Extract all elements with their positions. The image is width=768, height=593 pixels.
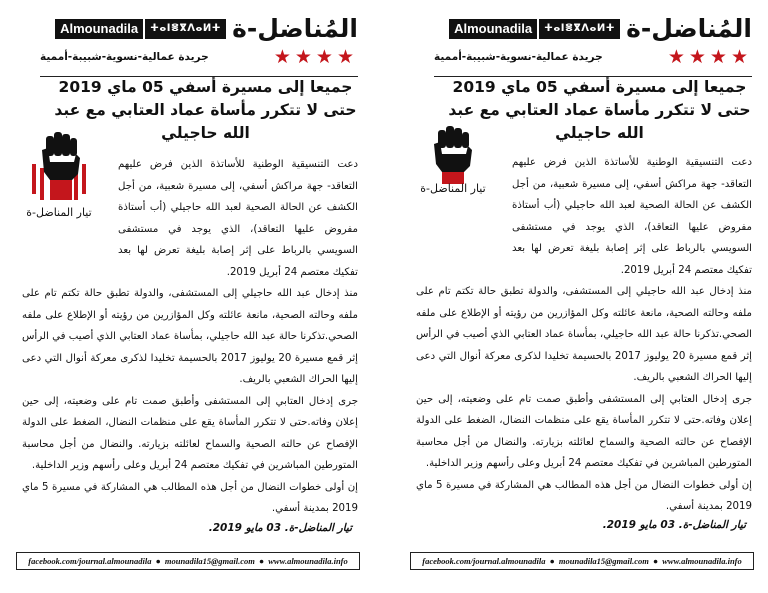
brand-tifinagh-title: ⵜⴰⵏⴻⴳⴷⴰⵍⵜ bbox=[145, 19, 226, 39]
stars-icon: ★★★★ bbox=[273, 46, 358, 68]
facebook-link[interactable]: facebook.com/journal.almounadila bbox=[28, 556, 152, 566]
paragraph: دعت التنسيقية الوطنية للأساتذة الذين فرض عليهم التعاقد- جهة مراكش أسفي، إلى مسيرة شعبية، من أجل الكشف عن الحالة الصحية لعبد الله حاجيلي (أب أستاذة مفروض عليها التعاقد)، الذي يوجد في مستشفى السويسي بالرباط على إثر إصابة بليغة تعرض لها بعد تفكيك معتصم 24 أبريل 2019. bbox=[512, 157, 752, 276]
website-link[interactable]: www.almounadila.info bbox=[268, 556, 348, 566]
brand-tifinagh-title: ⵜⴰⵏⴻⴳⴷⴰⵍⵜ bbox=[539, 19, 620, 39]
headline: جميعا إلى مسيرة أسفي 05 ماي 2019 حتى لا تتكرر مأساة عماد العتابي مع عبد الله حاجيلي bbox=[54, 78, 357, 142]
tagline: جريدة عمالية-نسوية-شبيبة-أممية bbox=[434, 51, 603, 63]
tagline: جريدة عمالية-نسوية-شبيبة-أممية bbox=[40, 51, 209, 63]
headline: جميعا إلى مسيرة أسفي 05 ماي 2019 حتى لا تتكرر مأساة عماد العتابي مع عبد الله حاجيلي bbox=[448, 78, 751, 142]
brand-arabic-title: المُناضل-ة bbox=[626, 14, 752, 43]
footer bbox=[410, 552, 754, 570]
logo-caption: تيار المناضل-ة bbox=[420, 182, 486, 195]
stars-row bbox=[40, 46, 358, 68]
flyer-left bbox=[12, 0, 362, 593]
paragraph: جرى إدخال العتابي إلى المستشفى وأطبق صمت تام على وضعيته، إلى حين إعلان وفاته.حتى لا تتكرر المأساة يقع على منظمات النضال، الضغط على الدولة الإفصاح عن حالته الصحية والسماح لعائلته بزيارته. والنضال من أجل محاسبة المتورطين المباشرين في تفكيك معتصم 24 أبريل وعلى رأسهم وزير الداخلية. bbox=[22, 395, 358, 471]
bullet-icon: ● bbox=[652, 556, 659, 566]
stars-icon: ★★★★ bbox=[667, 46, 752, 68]
website-link[interactable]: www.almounadila.info bbox=[662, 556, 742, 566]
bullet-icon: ● bbox=[549, 556, 555, 566]
brand-line bbox=[449, 14, 752, 44]
brand-line bbox=[55, 14, 358, 44]
paragraph: منذ إدخال عبد الله حاجيلي إلى المستشفى، والدولة تطبق حالة تكتم تام على ملفه وحالته الصحية، مانعة عائلته وكل المؤازرين من رؤيته أو الإطلاع على ملفه الصحي.تذكرنا حالة عبد الله حاجيلي، بمأساة عماد العتابي الذي أصيب في الرأس إثر قمع مسيرة 20 يوليوز 2017 بالحسيمة تخليدا لذكرى معركة أنوال التي دعى إليها الحراك الشعبي بالريف. bbox=[416, 286, 753, 383]
email-link[interactable]: mounadila15@gmail.com bbox=[164, 556, 255, 566]
signature: تيار المناضل-ة. 03 مايو 2019. bbox=[208, 522, 352, 534]
facebook-link[interactable]: facebook.com/journal.almounadila bbox=[422, 556, 546, 566]
stars-row bbox=[434, 46, 752, 68]
article-body bbox=[22, 154, 358, 520]
brand-latin-title: Almounadila bbox=[55, 19, 143, 39]
flyer-right bbox=[406, 0, 756, 593]
paragraph: دعت التنسيقية الوطنية للأساتذة الذين فرض عليهم التعاقد- جهة مراكش أسفي، إلى مسيرة شعبية، من أجل الكشف عن الحالة الصحية لعبد الله حاجيلي (أب أستاذة مفروض عليها التعاقد)، الذي يوجد في مستشفى السويسي بالرباط على إثر إصابة بليغة تعرض لها بعد تفكيك معتصم 24 أبريل 2019. bbox=[118, 159, 358, 278]
logo-caption: تيار المناضل-ة bbox=[26, 206, 92, 219]
brand-arabic-title: المُناضل-ة bbox=[232, 14, 358, 43]
brand-latin-title: Almounadila bbox=[449, 19, 537, 39]
paragraph: جرى إدخال العتابي إلى المستشفى وأطبق صمت تام على وضعيته، إلى حين إعلان وفاته.حتى لا تتكرر المأساة يقع على منظمات النضال، الضغط على الدولة الإفصاح عن حالته الصحية والسماح لعائلته بزيارته. والنضال من أجل محاسبة المتورطين المباشرين في تفكيك معتصم 24 أبريل وعلى رأسهم وزير الداخلية. bbox=[416, 393, 752, 469]
paragraph: إن أولى خطوات النضال من أجل هذه المطالب هي المشاركة في مسيرة 5 ماي 2019 بمدينة أسفي. bbox=[22, 481, 358, 514]
bullet-icon: ● bbox=[258, 556, 265, 566]
footer bbox=[16, 552, 360, 570]
email-link[interactable]: mounadila15@gmail.com bbox=[558, 556, 649, 566]
paragraph: إن أولى خطوات النضال من أجل هذه المطالب هي المشاركة في مسيرة 5 ماي 2019 بمدينة أسفي. bbox=[416, 479, 752, 512]
paragraph: منذ إدخال عبد الله حاجيلي إلى المستشفى، والدولة تطبق حالة تكتم تام على ملفه وحالته الصحية، مانعة عائلته وكل المؤازرين من رؤيته أو الإطلاع على ملفه الصحي.تذكرنا حالة عبد الله حاجيلي، بمأساة عماد العتابي الذي أصيب في الرأس إثر قمع مسيرة 20 يوليوز 2017 بالحسيمة تخليدا لذكرى معركة أنوال التي دعى إليها الحراك الشعبي بالريف. bbox=[22, 288, 359, 385]
bullet-icon: ● bbox=[155, 556, 161, 566]
signature: تيار المناضل-ة. 03 مايو 2019. bbox=[602, 519, 746, 531]
article-body bbox=[416, 152, 752, 518]
